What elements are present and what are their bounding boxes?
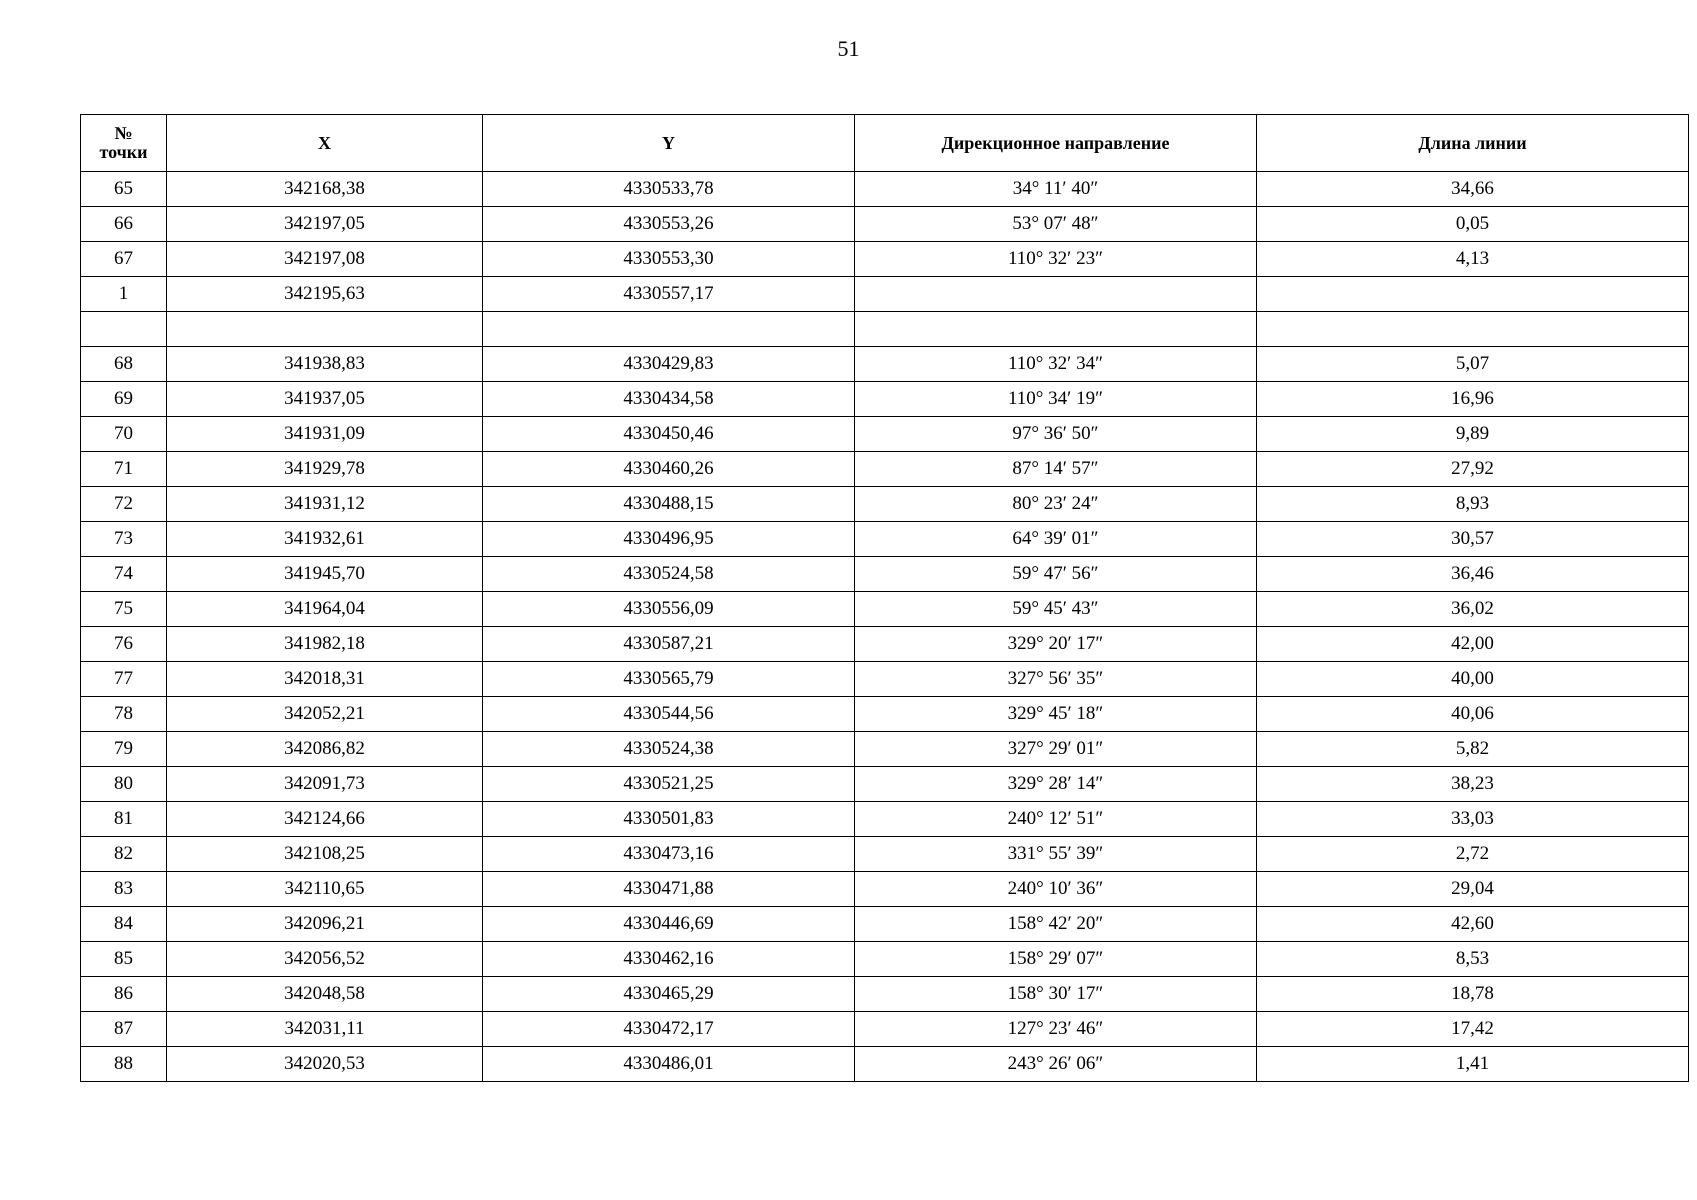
table-row bbox=[81, 942, 1689, 977]
cell-direction: 240° 12′ 51″ bbox=[855, 802, 1257, 837]
cell-y: 4330471,88 bbox=[483, 872, 855, 907]
table-row bbox=[81, 487, 1689, 522]
header-length: Длина линии bbox=[1257, 115, 1689, 172]
cell-length: 18,78 bbox=[1257, 977, 1689, 1012]
table-row bbox=[81, 382, 1689, 417]
cell-x: 341931,09 bbox=[167, 417, 483, 452]
cell-length: 40,00 bbox=[1257, 662, 1689, 697]
cell-x: 342056,52 bbox=[167, 942, 483, 977]
cell-length: 9,89 bbox=[1257, 417, 1689, 452]
cell-direction: 329° 20′ 17″ bbox=[855, 627, 1257, 662]
table-row bbox=[81, 872, 1689, 907]
cell-y: 4330524,38 bbox=[483, 732, 855, 767]
cell-point-number: 65 bbox=[81, 172, 167, 207]
cell-point-number: 78 bbox=[81, 697, 167, 732]
cell-length: 42,00 bbox=[1257, 627, 1689, 662]
cell-y: 4330488,15 bbox=[483, 487, 855, 522]
cell-direction bbox=[855, 312, 1257, 347]
header-x: X bbox=[167, 115, 483, 172]
cell-x: 342108,25 bbox=[167, 837, 483, 872]
cell-length: 36,46 bbox=[1257, 557, 1689, 592]
cell-x: 342195,63 bbox=[167, 277, 483, 312]
cell-y: 4330521,25 bbox=[483, 767, 855, 802]
cell-y: 4330553,26 bbox=[483, 207, 855, 242]
cell-point-number: 83 bbox=[81, 872, 167, 907]
table-row bbox=[81, 312, 1689, 347]
cell-length bbox=[1257, 312, 1689, 347]
cell-y: 4330544,56 bbox=[483, 697, 855, 732]
cell-length: 36,02 bbox=[1257, 592, 1689, 627]
cell-point-number: 87 bbox=[81, 1012, 167, 1047]
cell-x: 342124,66 bbox=[167, 802, 483, 837]
cell-direction: 329° 45′ 18″ bbox=[855, 697, 1257, 732]
cell-direction: 158° 29′ 07″ bbox=[855, 942, 1257, 977]
table-row bbox=[81, 732, 1689, 767]
cell-point-number: 69 bbox=[81, 382, 167, 417]
cell-direction: 34° 11′ 40″ bbox=[855, 172, 1257, 207]
cell-y: 4330501,83 bbox=[483, 802, 855, 837]
cell-y bbox=[483, 312, 855, 347]
cell-y: 4330473,16 bbox=[483, 837, 855, 872]
table-row bbox=[81, 977, 1689, 1012]
cell-point-number: 1 bbox=[81, 277, 167, 312]
cell-x: 342091,73 bbox=[167, 767, 483, 802]
cell-length: 33,03 bbox=[1257, 802, 1689, 837]
table-row bbox=[81, 522, 1689, 557]
cell-point-number: 73 bbox=[81, 522, 167, 557]
cell-length bbox=[1257, 277, 1689, 312]
cell-direction: 158° 42′ 20″ bbox=[855, 907, 1257, 942]
cell-direction: 243° 26′ 06″ bbox=[855, 1047, 1257, 1082]
cell-point-number: 76 bbox=[81, 627, 167, 662]
cell-x: 341931,12 bbox=[167, 487, 483, 522]
cell-point-number: 72 bbox=[81, 487, 167, 522]
table-row bbox=[81, 837, 1689, 872]
cell-x: 342086,82 bbox=[167, 732, 483, 767]
cell-y: 4330450,46 bbox=[483, 417, 855, 452]
cell-x: 341937,05 bbox=[167, 382, 483, 417]
cell-y: 4330460,26 bbox=[483, 452, 855, 487]
header-point-number-line2: точки bbox=[99, 142, 148, 162]
cell-y: 4330556,09 bbox=[483, 592, 855, 627]
cell-x: 341938,83 bbox=[167, 347, 483, 382]
cell-length: 27,92 bbox=[1257, 452, 1689, 487]
cell-length: 4,13 bbox=[1257, 242, 1689, 277]
cell-length: 1,41 bbox=[1257, 1047, 1689, 1082]
cell-direction: 158° 30′ 17″ bbox=[855, 977, 1257, 1012]
cell-point-number bbox=[81, 312, 167, 347]
cell-x: 342052,21 bbox=[167, 697, 483, 732]
cell-point-number: 84 bbox=[81, 907, 167, 942]
table-row bbox=[81, 1047, 1689, 1082]
table-row bbox=[81, 767, 1689, 802]
cell-y: 4330486,01 bbox=[483, 1047, 855, 1082]
cell-direction: 64° 39′ 01″ bbox=[855, 522, 1257, 557]
cell-x: 342197,08 bbox=[167, 242, 483, 277]
cell-x: 342110,65 bbox=[167, 872, 483, 907]
table-row bbox=[81, 907, 1689, 942]
cell-y: 4330472,17 bbox=[483, 1012, 855, 1047]
cell-point-number: 80 bbox=[81, 767, 167, 802]
cell-point-number: 74 bbox=[81, 557, 167, 592]
table-row bbox=[81, 242, 1689, 277]
cell-length: 17,42 bbox=[1257, 1012, 1689, 1047]
cell-point-number: 68 bbox=[81, 347, 167, 382]
cell-length: 42,60 bbox=[1257, 907, 1689, 942]
table-row bbox=[81, 662, 1689, 697]
cell-point-number: 66 bbox=[81, 207, 167, 242]
cell-point-number: 67 bbox=[81, 242, 167, 277]
cell-y: 4330496,95 bbox=[483, 522, 855, 557]
cell-point-number: 85 bbox=[81, 942, 167, 977]
table-row bbox=[81, 592, 1689, 627]
table-row bbox=[81, 1012, 1689, 1047]
cell-point-number: 81 bbox=[81, 802, 167, 837]
cell-y: 4330565,79 bbox=[483, 662, 855, 697]
cell-length: 2,72 bbox=[1257, 837, 1689, 872]
cell-x: 341945,70 bbox=[167, 557, 483, 592]
table-row bbox=[81, 627, 1689, 662]
cell-direction: 331° 55′ 39″ bbox=[855, 837, 1257, 872]
cell-point-number: 70 bbox=[81, 417, 167, 452]
cell-direction: 59° 47′ 56″ bbox=[855, 557, 1257, 592]
table-row bbox=[81, 207, 1689, 242]
table-row bbox=[81, 697, 1689, 732]
cell-direction: 110° 34′ 19″ bbox=[855, 382, 1257, 417]
cell-length: 8,93 bbox=[1257, 487, 1689, 522]
table-row bbox=[81, 172, 1689, 207]
table-row bbox=[81, 452, 1689, 487]
cell-point-number: 75 bbox=[81, 592, 167, 627]
cell-length: 38,23 bbox=[1257, 767, 1689, 802]
cell-y: 4330524,58 bbox=[483, 557, 855, 592]
cell-y: 4330434,58 bbox=[483, 382, 855, 417]
cell-direction: 97° 36′ 50″ bbox=[855, 417, 1257, 452]
cell-length: 5,82 bbox=[1257, 732, 1689, 767]
cell-x bbox=[167, 312, 483, 347]
header-point-number-line1: № bbox=[114, 123, 133, 144]
cell-x: 341929,78 bbox=[167, 452, 483, 487]
cell-point-number: 77 bbox=[81, 662, 167, 697]
cell-direction: 110° 32′ 23″ bbox=[855, 242, 1257, 277]
cell-x: 342031,11 bbox=[167, 1012, 483, 1047]
cell-y: 4330557,17 bbox=[483, 277, 855, 312]
header-y: Y bbox=[483, 115, 855, 172]
table-header bbox=[81, 115, 1689, 172]
cell-direction: 240° 10′ 36″ bbox=[855, 872, 1257, 907]
cell-point-number: 88 bbox=[81, 1047, 167, 1082]
cell-direction: 327° 29′ 01″ bbox=[855, 732, 1257, 767]
cell-direction: 127° 23′ 46″ bbox=[855, 1012, 1257, 1047]
cell-y: 4330465,29 bbox=[483, 977, 855, 1012]
cell-length: 8,53 bbox=[1257, 942, 1689, 977]
cell-point-number: 79 bbox=[81, 732, 167, 767]
cell-length: 5,07 bbox=[1257, 347, 1689, 382]
cell-length: 16,96 bbox=[1257, 382, 1689, 417]
cell-length: 30,57 bbox=[1257, 522, 1689, 557]
cell-y: 4330429,83 bbox=[483, 347, 855, 382]
cell-length: 29,04 bbox=[1257, 872, 1689, 907]
header-row bbox=[81, 115, 1689, 172]
cell-direction bbox=[855, 277, 1257, 312]
cell-y: 4330446,69 bbox=[483, 907, 855, 942]
cell-x: 342020,53 bbox=[167, 1047, 483, 1082]
cell-x: 341932,61 bbox=[167, 522, 483, 557]
table-row bbox=[81, 417, 1689, 452]
coordinates-table bbox=[80, 114, 1689, 1082]
cell-x: 342018,31 bbox=[167, 662, 483, 697]
cell-x: 342168,38 bbox=[167, 172, 483, 207]
cell-point-number: 82 bbox=[81, 837, 167, 872]
table-row bbox=[81, 277, 1689, 312]
cell-length: 40,06 bbox=[1257, 697, 1689, 732]
cell-x: 341982,18 bbox=[167, 627, 483, 662]
table-row bbox=[81, 802, 1689, 837]
table-row bbox=[81, 557, 1689, 592]
cell-direction: 59° 45′ 43″ bbox=[855, 592, 1257, 627]
cell-direction: 80° 23′ 24″ bbox=[855, 487, 1257, 522]
cell-y: 4330462,16 bbox=[483, 942, 855, 977]
cell-x: 341964,04 bbox=[167, 592, 483, 627]
cell-length: 34,66 bbox=[1257, 172, 1689, 207]
table-row bbox=[81, 347, 1689, 382]
header-point-number bbox=[81, 115, 167, 172]
cell-length: 0,05 bbox=[1257, 207, 1689, 242]
table-body bbox=[81, 172, 1689, 1082]
cell-direction: 53° 07′ 48″ bbox=[855, 207, 1257, 242]
cell-direction: 87° 14′ 57″ bbox=[855, 452, 1257, 487]
cell-point-number: 71 bbox=[81, 452, 167, 487]
cell-direction: 110° 32′ 34″ bbox=[855, 347, 1257, 382]
cell-direction: 329° 28′ 14″ bbox=[855, 767, 1257, 802]
cell-point-number: 86 bbox=[81, 977, 167, 1012]
header-direction: Дирекционное направление bbox=[855, 115, 1257, 172]
page-number: 51 bbox=[837, 36, 860, 61]
cell-y: 4330553,30 bbox=[483, 242, 855, 277]
cell-direction: 327° 56′ 35″ bbox=[855, 662, 1257, 697]
cell-x: 342048,58 bbox=[167, 977, 483, 1012]
cell-y: 4330533,78 bbox=[483, 172, 855, 207]
cell-x: 342096,21 bbox=[167, 907, 483, 942]
cell-y: 4330587,21 bbox=[483, 627, 855, 662]
cell-x: 342197,05 bbox=[167, 207, 483, 242]
